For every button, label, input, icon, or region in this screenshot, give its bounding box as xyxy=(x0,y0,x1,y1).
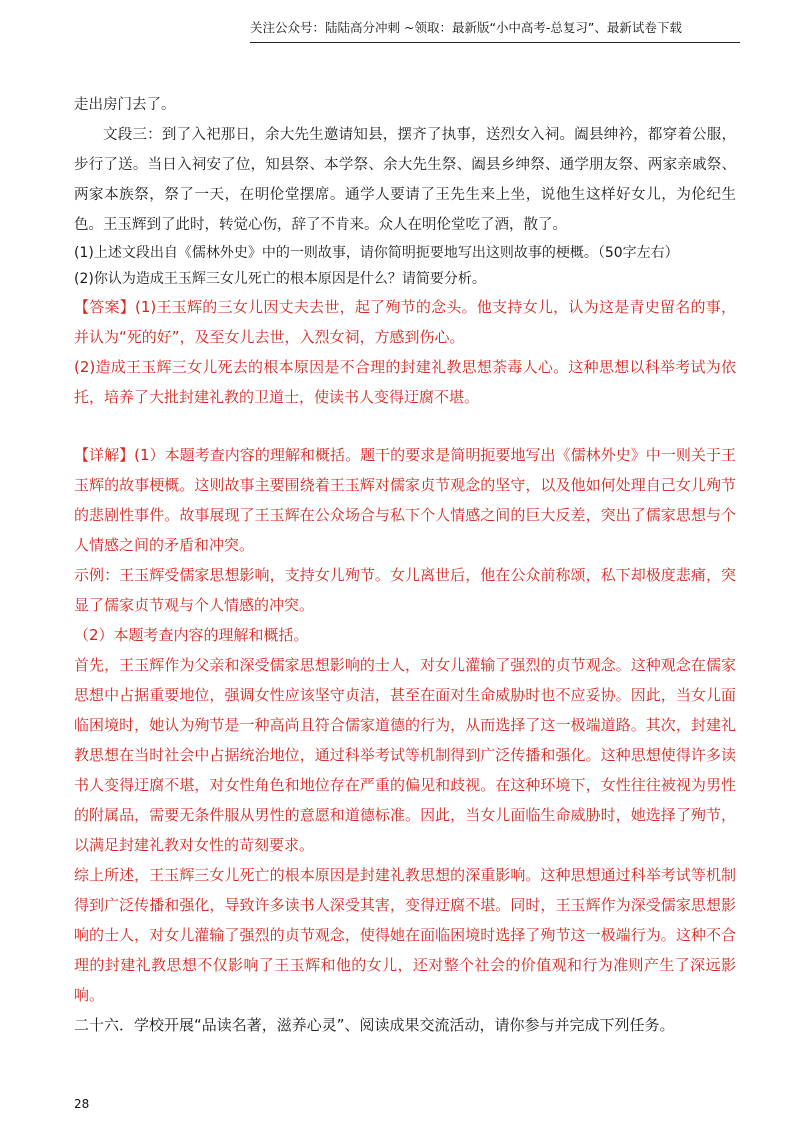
answer-1: 【答案】(1)王玉辉的三女儿因丈夫去世，起了殉节的念头。他支持女儿，认为这是青史留名的事，并认为“死的好”，及至女儿去世，入烈女祠，方感到伤心。 xyxy=(74,298,736,346)
next-question: 二十六．学校开展“品读名著，滋养心灵”、阅读成果交流活动，请你参与并完成下列任务。 xyxy=(74,1016,675,1034)
answer-block xyxy=(74,292,736,412)
detail-paragraph-summary: 综上所述，王玉辉三女儿死亡的根本原因是封建礼教思想的深重影响。这种思想通过科举考试等机制得到广泛传播和强化，导致许多读书人深受其害，变得迂腐不堪。同时，王玉辉作为深受儒家思想影响的士人，对女儿灌输了强烈的贞节观念，使得她在面临困境时选择了殉节这一极端行为。这种不合理的封建礼教思想不仅影响了王玉辉和他的女儿，还对整个社会的价值观和行为准则产生了深远影响。 xyxy=(74,866,736,1004)
detail-example: 示例：王玉辉受儒家思想影响，支持女儿殉节。女儿离世后，他在公众前称颂，私下却极度悲痛，突显了儒家贞节观与个人情感的冲突。 xyxy=(74,566,736,614)
passage-previous-line: 走出房门去了。 xyxy=(74,97,176,113)
passage-paragraph-3: 文段三：到了入祀那日，余大先生邀请知县，摆齐了执事，送烈女入祠。阖县绅衿，都穿着公服，步行了送。当日入祠安了位，知县祭、本学祭、余大先生祭、阖县乡绅祭、通学朋友祭、两家亲戚祭、两家本族祭，祭了一天，在明伦堂摆席。通学人要请了王先生来上坐，说他生这样好女儿，为伦纪生色。王玉辉到了此时，转觉心伤，辞了不肯来。众人在明伦堂吃了酒，散了。 xyxy=(74,127,736,233)
detail-paragraph-2-heading: （2）本题考查内容的理解和概括。 xyxy=(74,626,309,644)
detail-paragraph-1: 【详解】(1）本题考查内容的理解和概括。题干的要求是简明扼要地写出《儒林外史》中一则关于王玉辉的故事梗概。这则故事主要围绕着王玉辉对儒家贞节观念的坚守，以及他如何处理自己女儿殉节的悲剧性事件。故事展现了王玉辉在公众场合与私下个人情感之间的巨大反差，突出了儒家思想与个人情感之间的矛盾和冲突。 xyxy=(74,446,736,554)
detail-block xyxy=(74,440,736,1010)
answer-2: (2)造成王玉辉三女儿死去的根本原因是不合理的封建礼教思想荼毒人心。这种思想以科举考试为依托，培养了大批封建礼教的卫道士，使读书人变得迂腐不堪。 xyxy=(74,358,736,406)
question-2: (2)你认为造成王玉辉三女儿死亡的根本原因是什么？请简要分析。 xyxy=(74,271,486,287)
document-body xyxy=(74,90,736,1040)
spacer xyxy=(74,412,736,440)
question-1: (1)上述文段出自《儒林外史》中的一则故事，请你简明扼要地写出这则故事的梗概。（50字左右） xyxy=(74,245,679,261)
detail-paragraph-analysis: 首先，王玉辉作为父亲和深受儒家思想影响的士人，对女儿灌输了强烈的贞节观念。这种观念在儒家思想中占据重要地位，强调女性应该坚守贞洁，甚至在面对生命威胁时也不应妥协。因此，当女儿面临困境时，她认为殉节是一种高尚且符合儒家道德的行为，从而选择了这一极端道路。其次，封建礼教思想在当时社会中占据统治地位，通过科举考试等机制得到广泛传播和强化。这种思想使得许多读书人变得迂腐不堪，对女性角色和地位存在严重的偏见和歧视。在这种环境下，女性往往被视为男性的附属品，需要无条件服从男性的意愿和道德标准。因此，当女儿面临生命威胁时，她选择了殉节，以满足封建礼教对女性的苛刻要求。 xyxy=(74,656,736,854)
page-header: 关注公众号：陆陆高分冲刺 ~领取：最新版“小中高考-总复习”、最新试卷下载 xyxy=(250,14,740,43)
page-number: 28 xyxy=(74,1097,90,1111)
